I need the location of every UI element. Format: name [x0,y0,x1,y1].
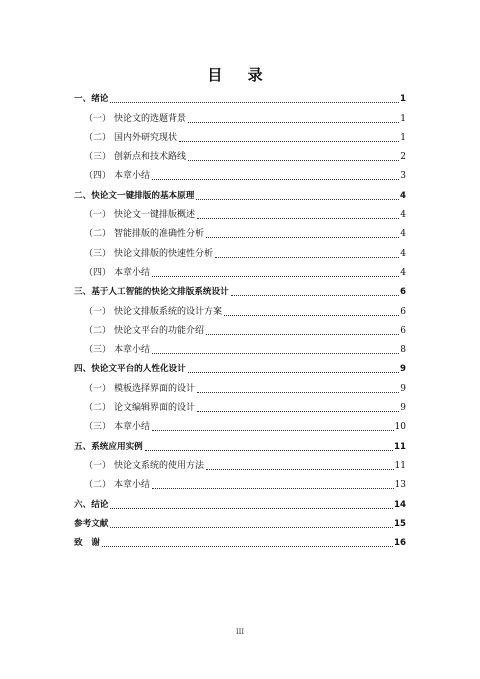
toc-entry-title: 快论文的选题背景 [114,113,187,124]
toc-entry-page: 8 [400,345,406,356]
toc-entry-number: 五、 [74,441,92,452]
dot-leader [196,198,399,200]
toc-entry-page: 3 [400,171,406,182]
toc-entry-page: 6 [400,325,406,336]
toc-chapter-entry[interactable] [74,86,406,105]
toc-entry-number: 三、 [74,287,92,298]
toc-entry-title: 快论文一键排版概述 [114,210,196,221]
toc-entry-number: （二） [84,229,112,240]
toc-chapter-entry[interactable] [74,433,406,452]
toc-entry-number: （三） [84,422,112,433]
toc-entry-number: （一） [84,460,112,471]
dot-leader [197,391,399,393]
dot-leader [188,371,399,373]
toc-chapter-entry[interactable] [74,530,406,549]
toc-chapter-entry[interactable] [74,182,406,201]
toc-entry-page: 4 [400,248,406,259]
toc-entry-number: （一） [84,113,112,124]
toc-entry-page: 10 [394,422,406,433]
toc-chapter-entry[interactable] [74,511,406,530]
toc-entry-title: 智能排版的准确性分析 [114,229,205,240]
toc-entry-title: 创新点和技术路线 [114,152,187,163]
toc-entry-title: 参考文献 [74,518,109,529]
toc-entry-page: 9 [400,383,406,394]
toc-entry-number: （一） [84,306,112,317]
toc-chapter-entry[interactable] [74,356,406,375]
toc-chapter-entry[interactable] [74,279,406,298]
dot-leader [145,449,393,451]
toc-section-entry[interactable] [74,472,406,491]
dot-leader [206,236,399,238]
dot-leader [152,487,394,489]
dot-leader [224,314,399,316]
toc-entry-page: 2 [400,152,406,163]
toc-entry-page: 4 [400,210,406,221]
toc-entry-number: 六、 [74,499,92,510]
toc-entry-page: 1 [400,113,406,124]
dot-leader [152,178,399,180]
toc-entry-title: 本章小结 [114,422,151,433]
toc-entry-number: 一、 [74,94,92,105]
toc-entry-title: 快论文系统的使用方法 [114,460,205,471]
toc-section-entry[interactable] [74,125,406,144]
toc-entry-title: 快论文平台的人性化设计 [91,364,186,375]
toc-entry-number: （四） [84,171,112,182]
toc-entry-page: 6 [400,306,406,317]
toc-entry-title: 快论文排版系统的设计方案 [114,306,223,317]
toc-entry-number: （三） [84,248,112,259]
toc-entry-number: （一） [84,210,112,221]
toc-entry-title: 绪论 [91,94,109,105]
dot-leader [152,429,394,431]
toc-section-entry[interactable] [74,337,406,356]
table-of-contents [74,86,406,549]
dot-leader [197,410,399,412]
toc-section-entry[interactable] [74,260,406,279]
toc-entry-page: 16 [394,538,406,549]
toc-entry-title: 快论文平台的功能介绍 [114,325,205,336]
toc-entry-page: 9 [400,364,406,375]
dot-leader [197,217,399,219]
toc-entry-number: 二、 [74,190,92,201]
toc-entry-title: 国内外研究现状 [114,132,178,143]
dot-leader [231,294,399,296]
toc-entry-title: 本章小结 [114,345,151,356]
toc-section-entry[interactable] [74,318,406,337]
page-number: III [235,628,245,636]
toc-section-entry[interactable] [74,298,406,317]
toc-entry-number: （二） [84,325,112,336]
toc-entry-number: 四、 [74,364,92,375]
dot-leader [102,545,393,547]
toc-section-entry[interactable] [74,240,406,259]
toc-entry-number: （二） [84,132,112,143]
toc-section-entry[interactable] [74,144,406,163]
toc-entry-title: 快论文一键排版的基本原理 [91,190,195,201]
toc-entry-page: 14 [394,499,406,510]
toc-entry-page: 4 [400,190,406,201]
toc-entry-page: 1 [400,94,406,105]
toc-entry-page: 4 [400,267,406,278]
toc-entry-number: （二） [84,403,112,414]
dot-leader [152,352,399,354]
dot-leader [188,159,399,161]
toc-entry-title: 快论文排版的快速性分析 [114,248,214,259]
toc-section-entry[interactable] [74,395,406,414]
dot-leader [206,333,399,335]
toc-entry-page: 1 [400,132,406,143]
toc-section-entry[interactable] [74,105,406,124]
toc-entry-number: （三） [84,152,112,163]
toc-chapter-entry[interactable] [74,491,406,510]
toc-entry-page: 4 [400,229,406,240]
toc-section-entry[interactable] [74,221,406,240]
toc-entry-title: 本章小结 [114,267,151,278]
toc-title: 目 录 [207,66,273,84]
toc-entry-page: 13 [394,480,406,491]
toc-entry-title: 致 谢 [74,538,100,549]
toc-entry-title: 基于人工智能的快论文排版系统设计 [91,287,229,298]
dot-leader [110,507,393,509]
toc-entry-number: （三） [84,345,112,356]
toc-section-entry[interactable] [74,202,406,221]
dot-leader [215,256,399,258]
toc-entry-title: 本章小结 [114,480,151,491]
toc-entry-number: （四） [84,267,112,278]
toc-entry-number: （二） [84,480,112,491]
toc-section-entry[interactable] [74,163,406,182]
dot-leader [152,275,399,277]
toc-entry-title: 结论 [91,499,109,510]
dot-leader [110,526,393,528]
dot-leader [179,140,399,142]
toc-entry-title: 本章小结 [114,171,151,182]
toc-entry-page: 6 [400,287,406,298]
dot-leader [188,121,399,123]
toc-entry-title: 系统应用实例 [91,441,143,452]
dot-leader [110,101,399,103]
toc-entry-page: 11 [394,460,406,471]
toc-entry-page: 15 [394,518,406,529]
dot-leader [206,468,394,470]
toc-entry-page: 11 [394,441,406,452]
toc-entry-title: 论文编辑界面的设计 [114,403,196,414]
toc-section-entry[interactable] [74,414,406,433]
toc-entry-page: 9 [400,403,406,414]
toc-entry-number: （一） [84,383,112,394]
toc-section-entry[interactable] [74,453,406,472]
toc-entry-title: 模板选择界面的设计 [114,383,196,394]
toc-section-entry[interactable] [74,375,406,394]
